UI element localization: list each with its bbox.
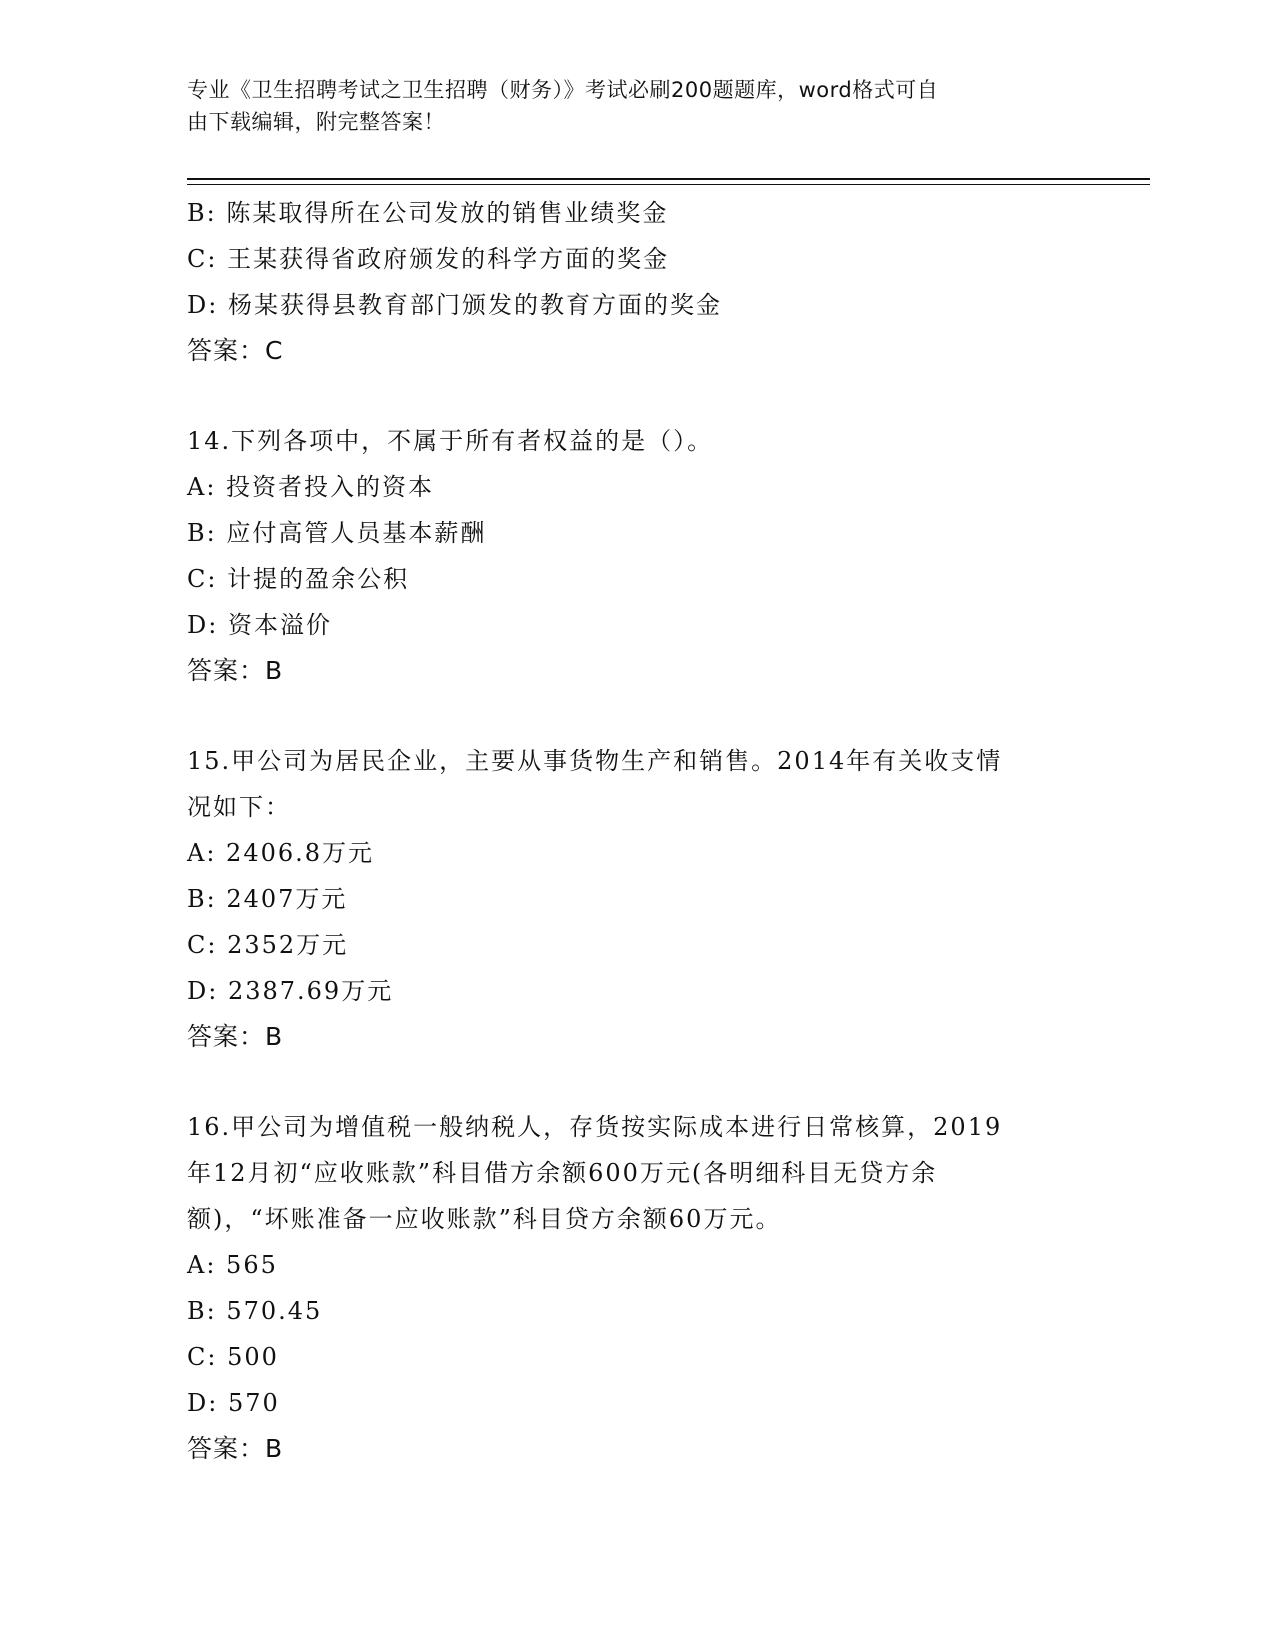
- option-d: D: 570: [187, 1389, 280, 1417]
- header-divider-thin: [187, 184, 1150, 185]
- option-c: C: 500: [187, 1343, 279, 1371]
- question-16: [187, 1104, 1087, 1472]
- option-b: B: 陈某取得所在公司发放的销售业绩奖金: [187, 199, 669, 227]
- option-b: B: 应付高管人员基本薪酬: [187, 519, 487, 547]
- question-14: [187, 418, 1087, 694]
- question-15: [187, 738, 1087, 1060]
- option-d: D: 杨某获得县教育部门颁发的教育方面的奖金: [187, 291, 722, 319]
- option-c: C: 2352万元: [187, 931, 349, 959]
- question-stem-line-1: 15.甲公司为居民企业，主要从事货物生产和销售。2014年有关收支情: [187, 747, 1003, 775]
- option-a: A: 565: [187, 1251, 278, 1279]
- option-c: C: 计提的盈余公积: [187, 565, 410, 593]
- option-d: D: 2387.69万元: [187, 977, 394, 1005]
- header-line-1: 专业《卫生招聘考试之卫生招聘（财务）》考试必刷200题题库，word格式可自: [187, 78, 939, 102]
- answer-line: 答案：B: [187, 656, 284, 685]
- question-13-continued: [187, 190, 1087, 374]
- option-a: A: 投资者投入的资本: [187, 473, 435, 501]
- document-header: [187, 74, 1067, 138]
- answer-line: 答案：B: [187, 1022, 284, 1051]
- question-stem-line-2: 年12月初“应收账款”科目借方余额600万元(各明细科目无贷方余: [187, 1159, 938, 1187]
- question-stem-line-1: 16.甲公司为增值税一般纳税人，存货按实际成本进行日常核算，2019: [187, 1113, 1003, 1141]
- question-stem-line-3: 额)，“坏账准备一应收账款”科目贷方余额60万元。: [187, 1205, 782, 1233]
- question-list: [187, 190, 1087, 1472]
- spacer: [187, 694, 1087, 738]
- option-b: B: 570.45: [187, 1297, 323, 1325]
- answer-line: 答案：B: [187, 1434, 284, 1463]
- option-d: D: 资本溢价: [187, 611, 332, 639]
- spacer: [187, 1060, 1087, 1104]
- header-divider-thick: [187, 178, 1150, 180]
- answer-line: 答案：C: [187, 336, 284, 365]
- option-c: C: 王某获得省政府颁发的科学方面的奖金: [187, 245, 670, 273]
- spacer: [187, 374, 1087, 418]
- option-a: A: 2406.8万元: [187, 839, 375, 867]
- question-stem-line-2: 况如下：: [187, 793, 291, 821]
- question-stem: 14.下列各项中，不属于所有者权益的是（）。: [187, 427, 714, 455]
- option-b: B: 2407万元: [187, 885, 348, 913]
- header-line-2: 由下载编辑，附完整答案！: [187, 110, 445, 134]
